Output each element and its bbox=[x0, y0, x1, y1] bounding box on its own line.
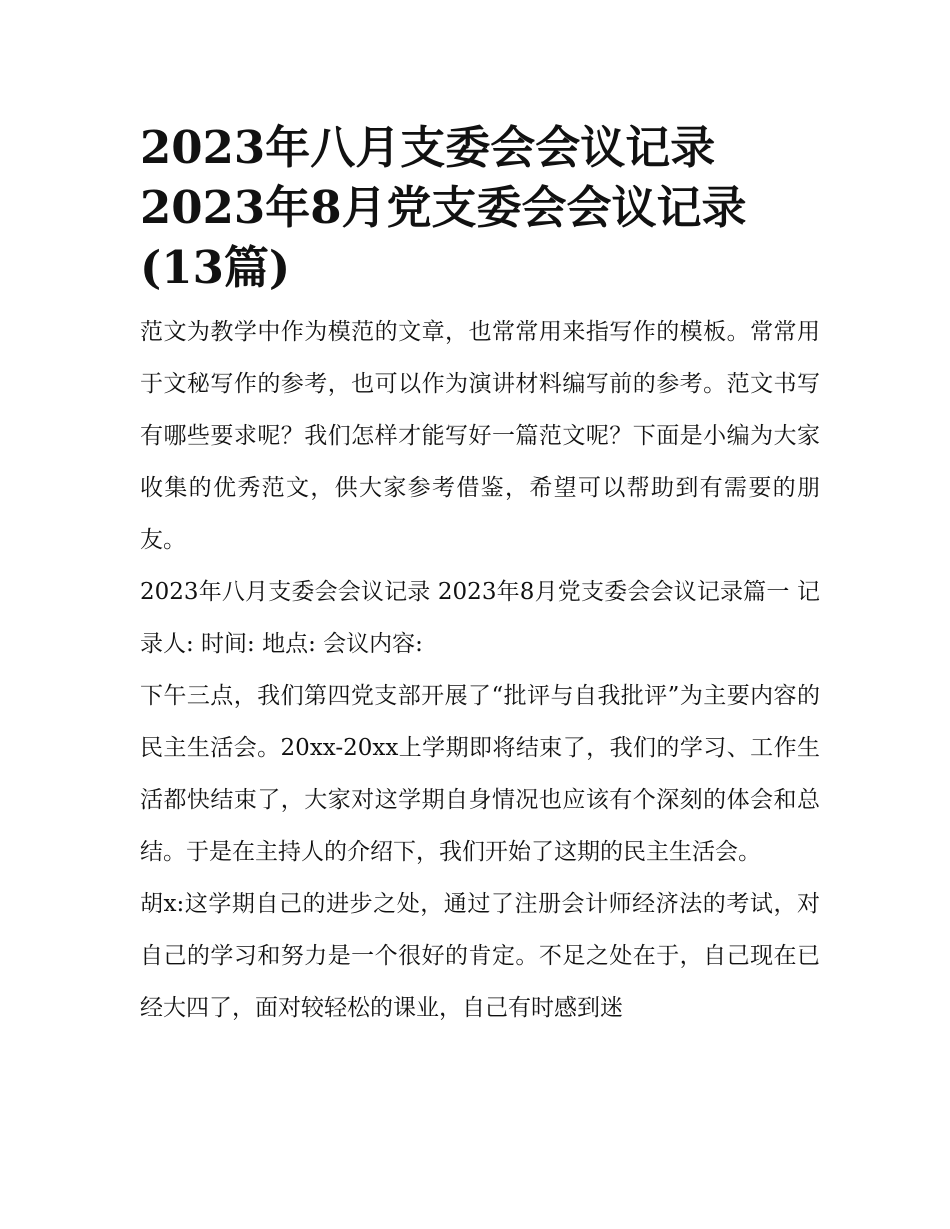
title-line-1: 2023年八月支委会会议记录 bbox=[140, 121, 716, 174]
title-line-3: (13篇) bbox=[140, 241, 291, 294]
intro-paragraph: 范文为教学中作为模范的文章，也常常用来指写作的模板。常常用于文秘写作的参考，也可以作为演讲材料编写前的参考。范文书写有哪些要求呢？我们怎样才能写好一篇范文呢？下面是小编为大家收集的优秀范文，供大家参考借鉴，希望可以帮助到有需要的朋友。 bbox=[140, 319, 820, 553]
speaker-statement-paragraph: 胡x:这学期自己的进步之处，通过了注册会计师经济法的考试，对自己的学习和努力是一个很好的肯定。不足之处在于，自己现在已经大四了，面对较轻松的课业，自己有时感到迷 bbox=[140, 891, 820, 1021]
title-line-2: 2023年8月党支委会会议记录 bbox=[140, 181, 747, 234]
document-page bbox=[140, 118, 820, 1034]
meeting-summary-paragraph: 下午三点，我们第四党支部开展了“批评与自我批评”为主要内容的民主生活会。20xx-20xx上学期即将结束了，我们的学习、工作生活都快结束了，大家对这学期自身情况也应该有个深刻的体会和总结。于是在主持人的介绍下，我们开始了这期的民主生活会。 bbox=[140, 683, 820, 865]
document-title bbox=[140, 118, 820, 298]
record-header-paragraph: 2023年八月支委会会议记录 2023年8月党支委会会议记录篇一 记录人: 时间: 地点: 会议内容: bbox=[140, 579, 820, 657]
